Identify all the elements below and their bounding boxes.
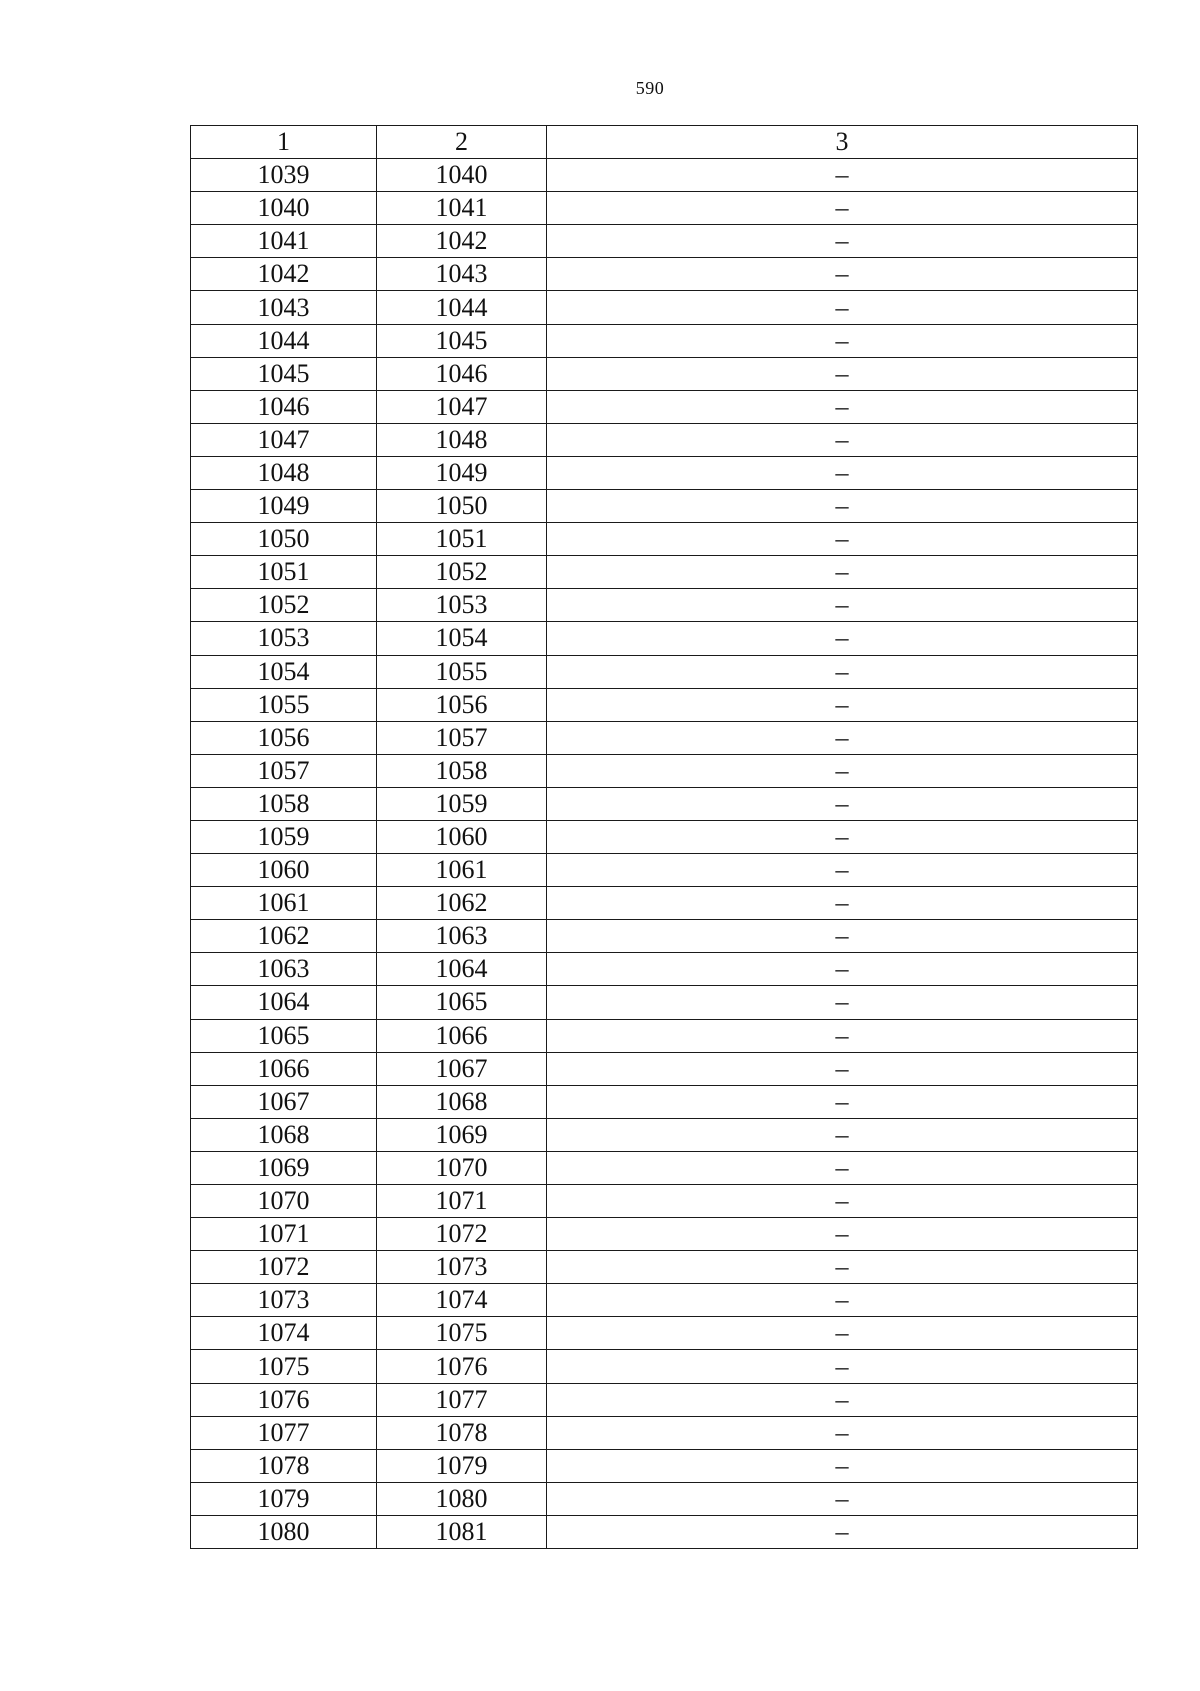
table-cell-col-2: 1079 <box>377 1449 547 1482</box>
table-header <box>191 126 1138 159</box>
table-cell-col-1: 1071 <box>191 1218 377 1251</box>
table-cell-col-3: – <box>547 159 1138 192</box>
table-cell-col-2: 1064 <box>377 953 547 986</box>
table-cell-col-3: – <box>547 820 1138 853</box>
table-row <box>191 1218 1138 1251</box>
table-row <box>191 953 1138 986</box>
table-cell-col-2: 1070 <box>377 1151 547 1184</box>
table-cell-col-3: – <box>547 1251 1138 1284</box>
table-row <box>191 887 1138 920</box>
table-row <box>191 754 1138 787</box>
table-cell-col-1: 1077 <box>191 1416 377 1449</box>
table-row <box>191 854 1138 887</box>
table-row <box>191 1317 1138 1350</box>
column-header-3: 3 <box>547 126 1138 159</box>
table-cell-col-3: – <box>547 357 1138 390</box>
table-cell-col-3: – <box>547 754 1138 787</box>
table-row <box>191 820 1138 853</box>
table-row <box>191 291 1138 324</box>
table-cell-col-3: – <box>547 721 1138 754</box>
table-cell-col-1: 1055 <box>191 688 377 721</box>
table-cell-col-3: – <box>547 920 1138 953</box>
table-cell-col-2: 1071 <box>377 1185 547 1218</box>
table-cell-col-2: 1053 <box>377 589 547 622</box>
table-cell-col-3: – <box>547 1350 1138 1383</box>
table-cell-col-2: 1044 <box>377 291 547 324</box>
table-row <box>191 1118 1138 1151</box>
table-cell-col-1: 1048 <box>191 456 377 489</box>
table-row <box>191 1052 1138 1085</box>
table-cell-col-3: – <box>547 490 1138 523</box>
table-cell-col-1: 1039 <box>191 159 377 192</box>
table-row <box>191 1251 1138 1284</box>
table-cell-col-1: 1070 <box>191 1185 377 1218</box>
table-cell-col-3: – <box>547 1449 1138 1482</box>
table-cell-col-1: 1047 <box>191 423 377 456</box>
table-row <box>191 556 1138 589</box>
column-header-2: 2 <box>377 126 547 159</box>
table-cell-col-2: 1077 <box>377 1383 547 1416</box>
table-cell-col-2: 1066 <box>377 1019 547 1052</box>
table-row <box>191 159 1138 192</box>
table-row <box>191 1185 1138 1218</box>
table-row <box>191 688 1138 721</box>
table-cell-col-2: 1055 <box>377 655 547 688</box>
table-cell-col-3: – <box>547 854 1138 887</box>
table-cell-col-2: 1051 <box>377 523 547 556</box>
table-cell-col-2: 1076 <box>377 1350 547 1383</box>
table-cell-col-3: – <box>547 291 1138 324</box>
table-cell-col-3: – <box>547 1482 1138 1515</box>
table-cell-col-1: 1045 <box>191 357 377 390</box>
table-cell-col-2: 1052 <box>377 556 547 589</box>
table-row <box>191 986 1138 1019</box>
table-row <box>191 655 1138 688</box>
table-cell-col-2: 1042 <box>377 225 547 258</box>
table-cell-col-2: 1049 <box>377 456 547 489</box>
table-cell-col-2: 1048 <box>377 423 547 456</box>
table-cell-col-1: 1066 <box>191 1052 377 1085</box>
table-cell-col-3: – <box>547 953 1138 986</box>
table-cell-col-2: 1057 <box>377 721 547 754</box>
table-cell-col-2: 1080 <box>377 1482 547 1515</box>
table-cell-col-2: 1065 <box>377 986 547 1019</box>
table-cell-col-1: 1041 <box>191 225 377 258</box>
table-cell-col-3: – <box>547 1515 1138 1548</box>
table-row <box>191 920 1138 953</box>
table-cell-col-1: 1040 <box>191 192 377 225</box>
table-cell-col-1: 1062 <box>191 920 377 953</box>
table-row <box>191 456 1138 489</box>
table-cell-col-3: – <box>547 622 1138 655</box>
table-cell-col-3: – <box>547 1218 1138 1251</box>
header-row <box>191 126 1138 159</box>
table-cell-col-1: 1058 <box>191 787 377 820</box>
table-row <box>191 390 1138 423</box>
table-cell-col-1: 1064 <box>191 986 377 1019</box>
table-cell-col-2: 1081 <box>377 1515 547 1548</box>
data-table <box>190 125 1138 1549</box>
table-cell-col-2: 1063 <box>377 920 547 953</box>
table-cell-col-2: 1056 <box>377 688 547 721</box>
table-cell-col-2: 1067 <box>377 1052 547 1085</box>
table-row <box>191 1284 1138 1317</box>
table-row <box>191 1482 1138 1515</box>
table-cell-col-2: 1041 <box>377 192 547 225</box>
table-row <box>191 1151 1138 1184</box>
table-cell-col-3: – <box>547 1019 1138 1052</box>
table-cell-col-1: 1061 <box>191 887 377 920</box>
table-row <box>191 1019 1138 1052</box>
table-cell-col-1: 1054 <box>191 655 377 688</box>
table-row <box>191 523 1138 556</box>
table-cell-col-1: 1080 <box>191 1515 377 1548</box>
table-cell-col-3: – <box>547 986 1138 1019</box>
table-cell-col-2: 1068 <box>377 1085 547 1118</box>
table-cell-col-2: 1069 <box>377 1118 547 1151</box>
table-cell-col-1: 1049 <box>191 490 377 523</box>
table-cell-col-2: 1045 <box>377 324 547 357</box>
table-cell-col-2: 1062 <box>377 887 547 920</box>
table-cell-col-1: 1044 <box>191 324 377 357</box>
table-cell-col-1: 1056 <box>191 721 377 754</box>
table-row <box>191 490 1138 523</box>
table-cell-col-2: 1074 <box>377 1284 547 1317</box>
table-cell-col-3: – <box>547 390 1138 423</box>
table-cell-col-3: – <box>547 1118 1138 1151</box>
table-cell-col-3: – <box>547 1085 1138 1118</box>
table-row <box>191 225 1138 258</box>
page-number: 590 <box>635 78 665 98</box>
table-cell-col-2: 1054 <box>377 622 547 655</box>
table-cell-col-3: – <box>547 456 1138 489</box>
table-row <box>191 1416 1138 1449</box>
table-cell-col-3: – <box>547 523 1138 556</box>
table-cell-col-1: 1068 <box>191 1118 377 1151</box>
table-cell-col-1: 1065 <box>191 1019 377 1052</box>
table-cell-col-2: 1060 <box>377 820 547 853</box>
table-cell-col-2: 1072 <box>377 1218 547 1251</box>
table-cell-col-3: – <box>547 258 1138 291</box>
table-row <box>191 423 1138 456</box>
table-cell-col-1: 1063 <box>191 953 377 986</box>
table-cell-col-2: 1059 <box>377 787 547 820</box>
table-cell-col-2: 1046 <box>377 357 547 390</box>
table-row <box>191 324 1138 357</box>
table-cell-col-1: 1046 <box>191 390 377 423</box>
table-cell-col-2: 1050 <box>377 490 547 523</box>
table-row <box>191 357 1138 390</box>
table-cell-col-3: – <box>547 225 1138 258</box>
table-cell-col-3: – <box>547 192 1138 225</box>
table-cell-col-2: 1040 <box>377 159 547 192</box>
column-header-1: 1 <box>191 126 377 159</box>
table-cell-col-2: 1078 <box>377 1416 547 1449</box>
table-row <box>191 1515 1138 1548</box>
table-cell-col-2: 1043 <box>377 258 547 291</box>
table-row <box>191 1085 1138 1118</box>
table-cell-col-1: 1050 <box>191 523 377 556</box>
table-cell-col-1: 1075 <box>191 1350 377 1383</box>
table-cell-col-1: 1067 <box>191 1085 377 1118</box>
table-cell-col-3: – <box>547 589 1138 622</box>
table-cell-col-1: 1043 <box>191 291 377 324</box>
table-cell-col-2: 1073 <box>377 1251 547 1284</box>
table-cell-col-2: 1075 <box>377 1317 547 1350</box>
table-row <box>191 258 1138 291</box>
table-cell-col-3: – <box>547 688 1138 721</box>
table-cell-col-1: 1053 <box>191 622 377 655</box>
table-cell-col-1: 1057 <box>191 754 377 787</box>
table-cell-col-3: – <box>547 1151 1138 1184</box>
table-row <box>191 721 1138 754</box>
table-row <box>191 787 1138 820</box>
table-cell-col-3: – <box>547 1185 1138 1218</box>
table-cell-col-3: – <box>547 423 1138 456</box>
table-cell-col-2: 1047 <box>377 390 547 423</box>
table-cell-col-3: – <box>547 1383 1138 1416</box>
table-cell-col-3: – <box>547 787 1138 820</box>
table-cell-col-3: – <box>547 1416 1138 1449</box>
table-cell-col-2: 1061 <box>377 854 547 887</box>
table-body <box>191 159 1138 1549</box>
table-cell-col-3: – <box>547 1052 1138 1085</box>
table-row <box>191 589 1138 622</box>
table-cell-col-1: 1069 <box>191 1151 377 1184</box>
table-cell-col-2: 1058 <box>377 754 547 787</box>
table-cell-col-1: 1074 <box>191 1317 377 1350</box>
table-cell-col-1: 1042 <box>191 258 377 291</box>
table-cell-col-1: 1079 <box>191 1482 377 1515</box>
table-cell-col-1: 1051 <box>191 556 377 589</box>
table-cell-col-1: 1059 <box>191 820 377 853</box>
table-row <box>191 1350 1138 1383</box>
table-cell-col-3: – <box>547 1284 1138 1317</box>
table-cell-col-3: – <box>547 556 1138 589</box>
table-row <box>191 622 1138 655</box>
table-cell-col-3: – <box>547 324 1138 357</box>
table-cell-col-1: 1060 <box>191 854 377 887</box>
table-row <box>191 1383 1138 1416</box>
table-cell-col-1: 1052 <box>191 589 377 622</box>
table-cell-col-1: 1072 <box>191 1251 377 1284</box>
table-cell-col-1: 1076 <box>191 1383 377 1416</box>
table-cell-col-3: – <box>547 655 1138 688</box>
table-row <box>191 192 1138 225</box>
table-cell-col-1: 1073 <box>191 1284 377 1317</box>
table-cell-col-3: – <box>547 887 1138 920</box>
table-row <box>191 1449 1138 1482</box>
table-cell-col-3: – <box>547 1317 1138 1350</box>
table-cell-col-1: 1078 <box>191 1449 377 1482</box>
